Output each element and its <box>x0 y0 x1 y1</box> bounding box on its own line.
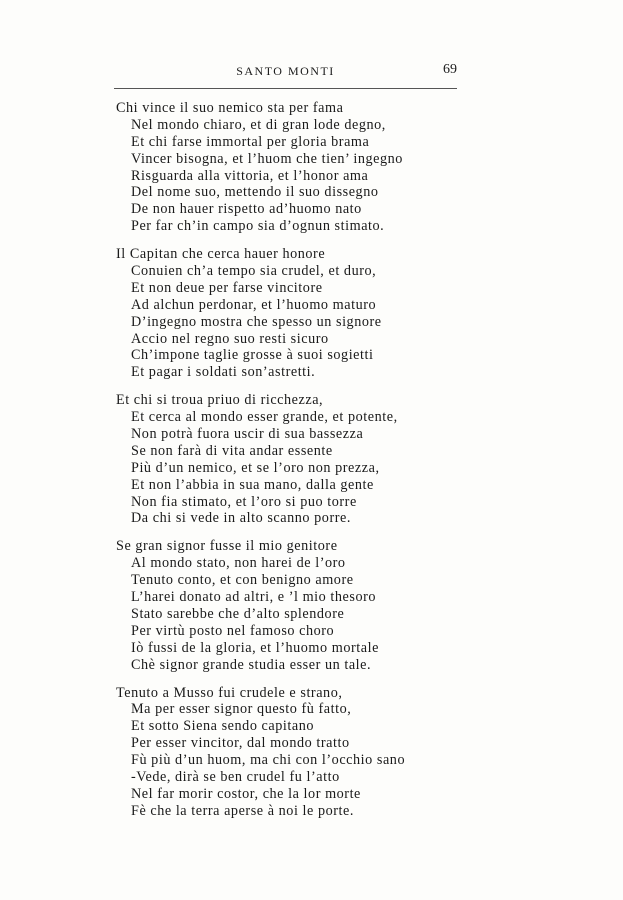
verse-line: Chè signor grande studia esser un tale. <box>131 656 372 673</box>
verse-line: Tenuto conto, et con benigno amore <box>131 572 354 589</box>
verse-line: Et cerca al mondo esser grande, et potente, <box>131 409 398 426</box>
verse-line: Ad alchun perdonar, et l’huomo maturo <box>131 296 377 313</box>
verse-line: Tenuto a Musso fui crudele e strano, <box>116 684 343 701</box>
verse-line: D’ingegno mostra che spesso un signore <box>131 313 382 330</box>
verse-line: L’harei donato ad altri, e ’l mio thesoro <box>131 589 377 606</box>
verse-line: Et non l’abbia in sua mano, dalla gente <box>131 476 374 493</box>
verse-line: De non hauer rispetto ad’huomo nato <box>131 201 362 218</box>
verse-line: Stato sarebbe che d’alto splendore <box>131 605 345 622</box>
verse-line: Al mondo stato, non harei de l’oro <box>131 555 346 572</box>
verse-line: Accio nel regno suo resti sicuro <box>131 330 329 347</box>
verse-line: Et non deue per farse vincitore <box>131 279 323 296</box>
verse-line: Non potrà fuora uscir di sua bassezza <box>131 426 364 443</box>
verse-line: Et chi si troua priuo di ricchezza, <box>116 392 324 409</box>
stanza-5 <box>116 685 446 820</box>
running-title: SANTO MONTI <box>236 64 335 78</box>
verse-line: -Vede, dirà se ben crudel fu l’atto <box>131 768 340 785</box>
stanza-4 <box>116 538 446 673</box>
verse-line: Non fia stimato, et l’oro si puo torre <box>131 493 357 510</box>
poem-body <box>116 100 446 831</box>
verse-line: Il Capitan che cerca hauer honore <box>116 246 326 263</box>
verse-line: Fè che la terra aperse à noi le porte. <box>131 802 354 819</box>
verse-line: Ch’impone taglie grosse à suoi sogietti <box>131 347 374 364</box>
verse-line: Fù più d’un huom, ma chi con l’occhio sano <box>131 752 406 769</box>
verse-line: Et chi farse immortal per gloria brama <box>131 133 370 150</box>
verse-line: Per virtù posto nel famoso choro <box>131 622 335 639</box>
stanza-3 <box>116 392 446 527</box>
verse-line: Del nome suo, mettendo il suo dissegno <box>131 184 379 201</box>
running-header <box>114 62 457 82</box>
verse-line: Se non farà di vita andar essente <box>131 442 333 459</box>
verse-line: Conuien ch’a tempo sia crudel, et duro, <box>131 263 377 280</box>
verse-line: Nel far morir costor, che la lor morte <box>131 785 361 802</box>
page-number: 69 <box>443 62 457 77</box>
verse-line: Più d’un nemico, et se l’oro non prezza, <box>131 459 380 476</box>
verse-line: Et pagar i soldati son’astretti. <box>131 364 316 381</box>
verse-line: Iò fussi de la gloria, et l’huomo mortale <box>131 639 379 656</box>
verse-line: Et sotto Siena sendo capitano <box>131 718 315 735</box>
verse-line: Nel mondo chiaro, et di gran lode degno, <box>131 116 386 133</box>
verse-line: Vincer bisogna, et l’huom che tien’ ingegno <box>131 150 403 167</box>
verse-line: Se gran signor fusse il mio genitore <box>116 538 338 555</box>
verse-line: Da chi si vede in alto scanno porre. <box>131 510 351 527</box>
verse-line: Per esser vincitor, dal mondo tratto <box>131 735 350 752</box>
stanza-2 <box>116 246 446 381</box>
stanza-1 <box>116 100 446 235</box>
verse-line: Chi vince il suo nemico sta per fama <box>116 100 344 116</box>
verse-line: Per far ch’in campo sia d’ognun stimato. <box>131 218 385 235</box>
verse-line: Ma per esser signor questo fù fatto, <box>131 701 352 718</box>
verse-line: Risguarda alla vittoria, et l’honor ama <box>131 167 369 184</box>
header-rule <box>114 88 457 89</box>
